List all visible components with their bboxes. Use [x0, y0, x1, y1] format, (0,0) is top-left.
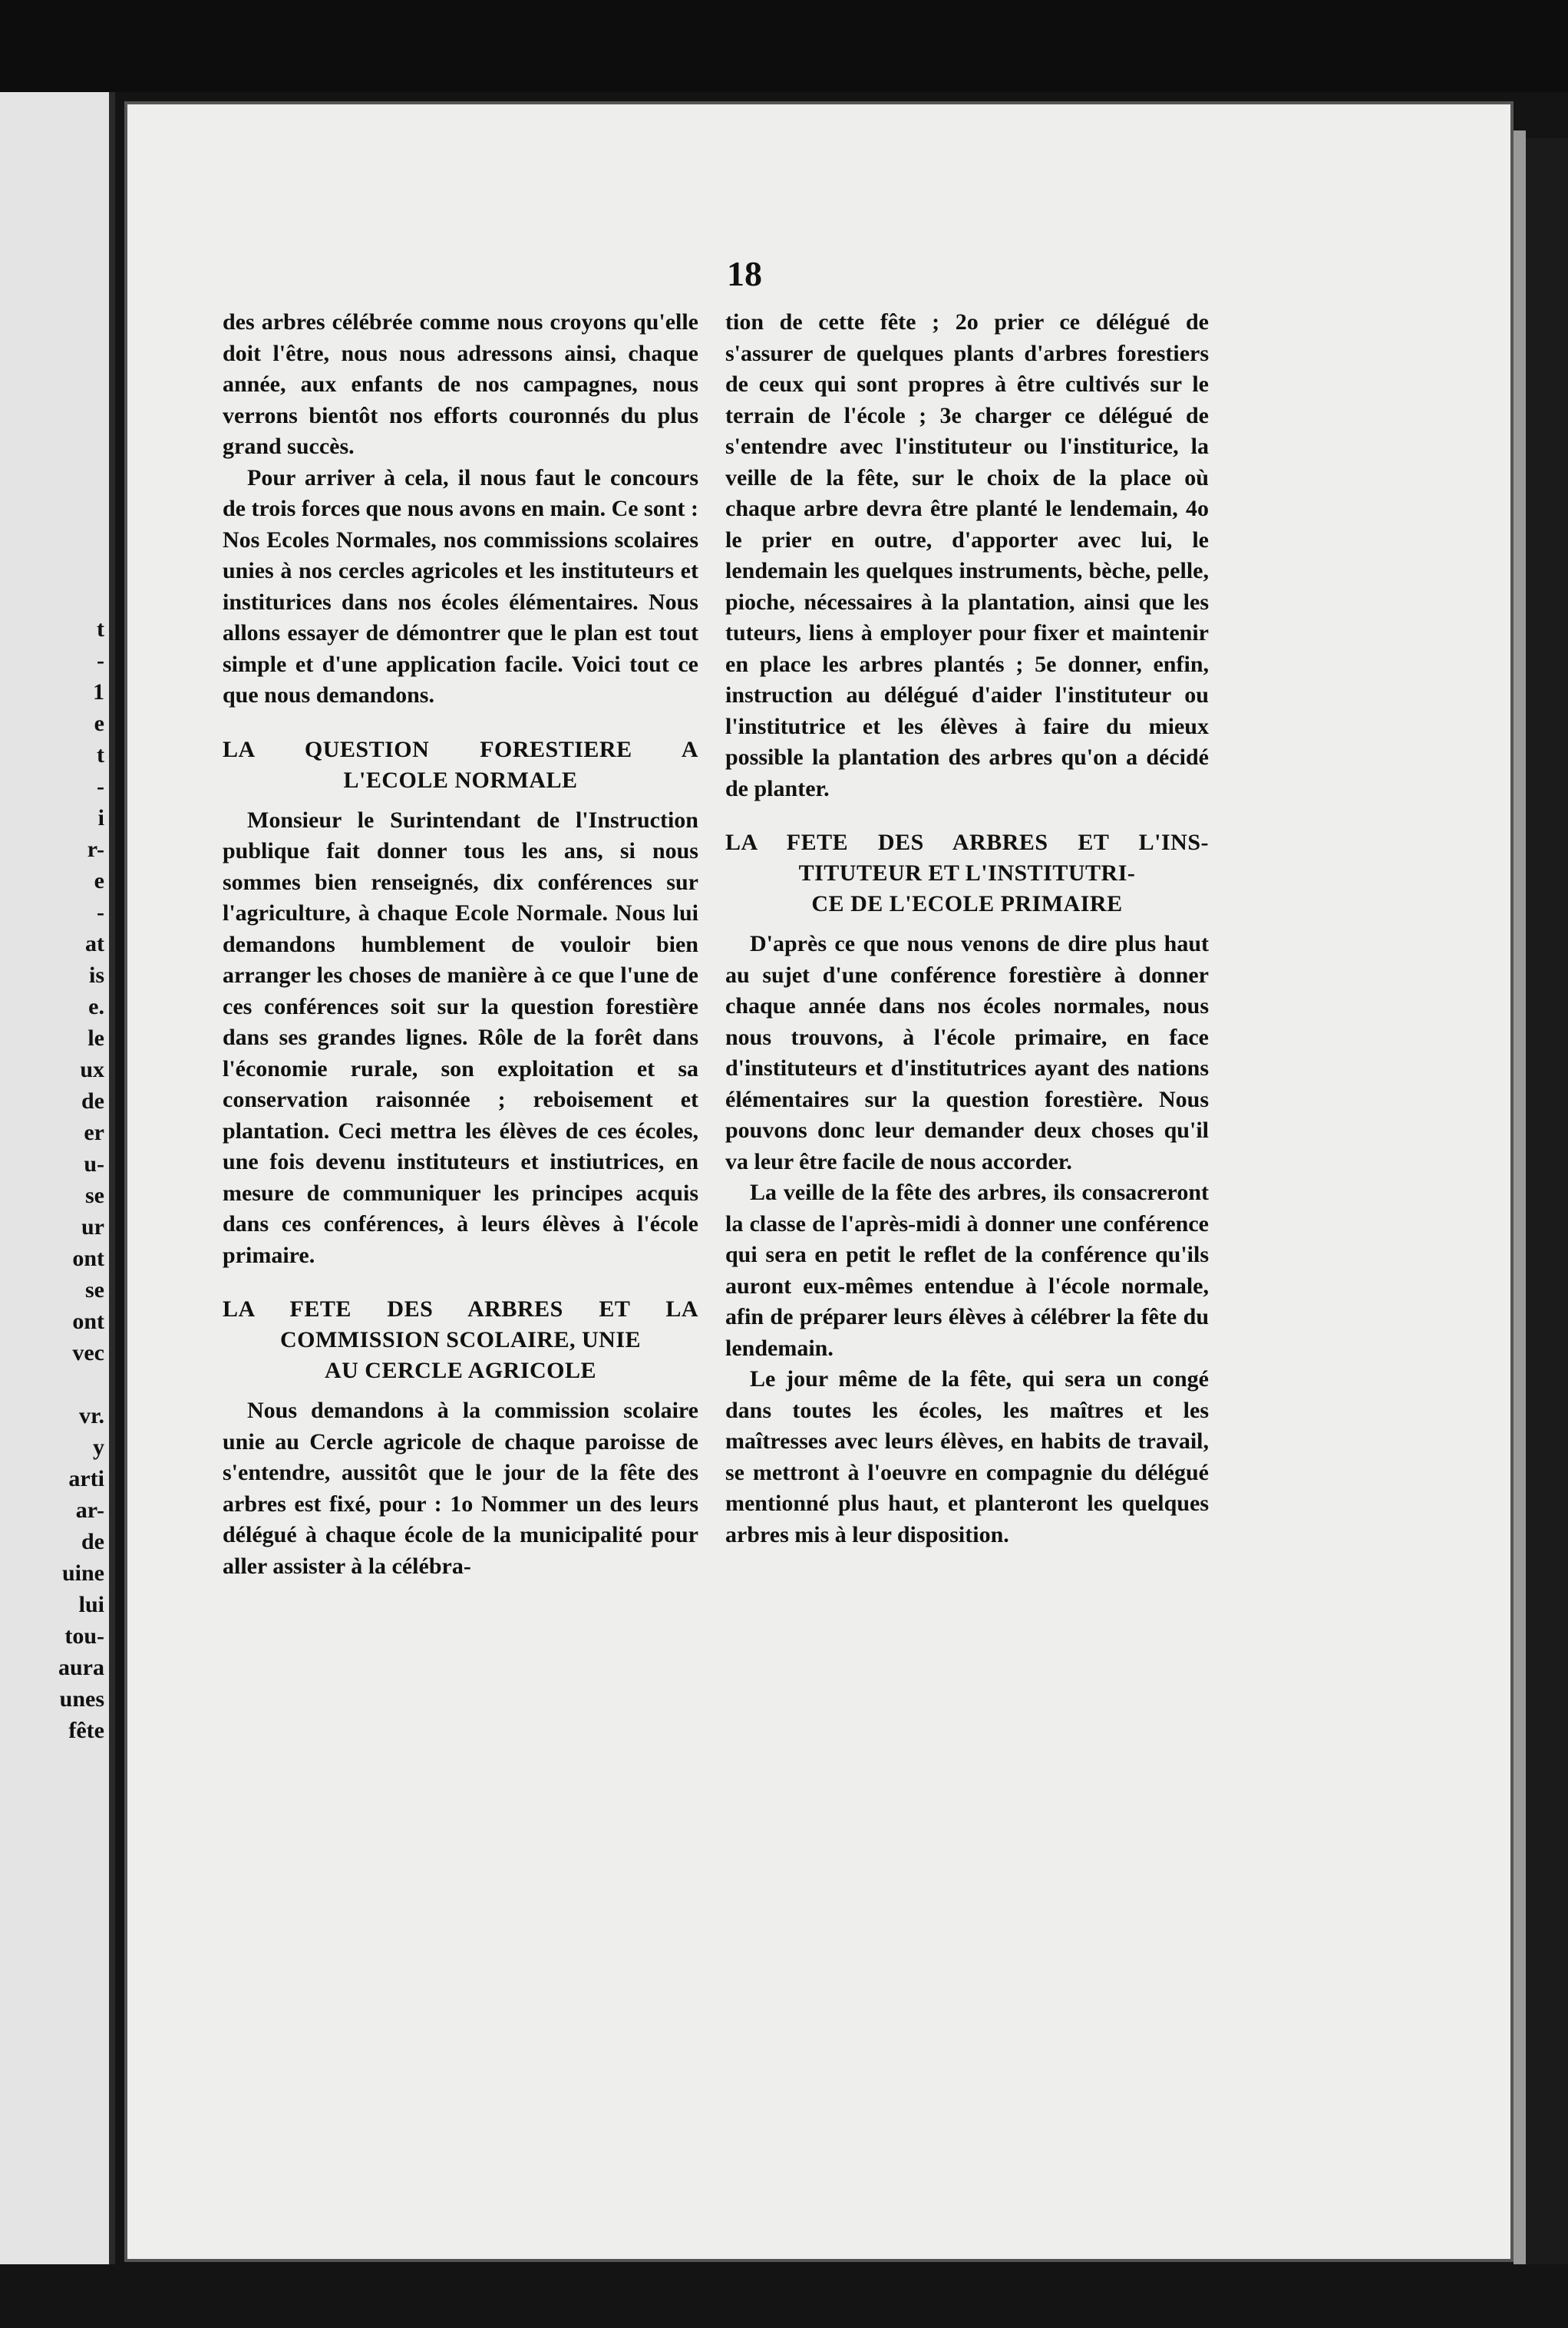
left-page-fragment: vec [72, 1340, 104, 1365]
paragraph: Pour arriver à cela, il nous faut le concours de trois forces que nous avons en main. Ce sont : Nos Ecoles Normales, nos commissions scolaires unies à nos cercles agricoles et les instituteurs et institurices dans nos écoles élémentaires. Nous allons essayer de démontrer que le plan est tout simple et d'une application facile. Voici tout ce que nous demandons. [223, 464, 698, 708]
left-page-fragment: unes [59, 1686, 104, 1712]
left-page-fragment: ur [81, 1214, 104, 1240]
scanner-background-right [1526, 138, 1568, 2264]
text-column-left [223, 307, 698, 1582]
left-page-fragment: se [85, 1183, 104, 1208]
left-page-fragment: lui [78, 1592, 104, 1617]
paragraph: des arbres célébrée comme nous croyons qu'elle doit l'être, nous nous adressons ainsi, chaque année, aux enfants de nos campagnes, nous verrons bientôt nos efforts couronnés du plus grand succès. [223, 309, 698, 459]
left-page-fragment: ux [80, 1057, 104, 1082]
left-page-fragment: ar- [75, 1498, 104, 1523]
left-page-fragment: er [84, 1120, 104, 1145]
left-page-fragment: r- [87, 837, 104, 862]
section-heading [223, 735, 698, 796]
left-page-fragment: aura [58, 1655, 104, 1680]
left-page-fragment: y [93, 1435, 104, 1460]
section-heading [223, 1294, 698, 1386]
left-page-fragment: arti [68, 1466, 104, 1491]
left-page-fragment: uine [61, 1560, 104, 1586]
heading-line: AU CERCLE AGRICOLE [324, 1358, 597, 1383]
heading-line: CE DE L'ECOLE PRIMAIRE [811, 891, 1123, 916]
left-page-fragment: u- [84, 1151, 104, 1177]
paragraph: Le jour même de la fête, qui sera un congé dans toutes les écoles, les maîtres et les maîtresses avec leurs élèves, en habits de travail, se mettront à l'oeuvre en compagnie du délégué mentionné plus haut, et planteront les quelques arbres mis à leur disposition. [725, 1366, 1209, 1547]
left-page-fragment: e [94, 711, 104, 736]
left-page-fragment: - [97, 774, 104, 799]
page-right-edge [1514, 130, 1526, 2264]
left-page-fragment: ont [72, 1309, 104, 1334]
paragraph: Monsieur le Surintendant de l'Instruction publique fait donner tous les ans, si nous sommes bien renseignés, dix conférences sur l'agriculture, à chaque Ecole Normale. Nous lui demandons humblement de vouloir bien arranger les choses de manière à ce que l'une de ces conférences soit sur la question forestière dans ses grandes lignes. Rôle de la forêt dans l'économie rurale, son exploitation et sa conservation raisonnée ; reboisement et plantation. Ceci mettra les élèves de ces écoles, une fois devenu instituteurs et instiutrices, en mesure de communiquer les principes acquis dans ces conférences, à leurs élèves à l'école primaire. [223, 807, 698, 1268]
left-page-edge [0, 92, 115, 2264]
left-page-fragment: se [85, 1277, 104, 1303]
heading-line: LA FETE DES ARBRES ET L'INS- [725, 830, 1209, 855]
left-page-fragment: at [85, 931, 104, 956]
heading-line: COMMISSION SCOLAIRE, UNIE [279, 1327, 642, 1352]
section-heading [725, 827, 1209, 920]
heading-line: LA QUESTION FORESTIERE A [223, 736, 698, 762]
left-page-fragment: - [97, 648, 104, 673]
left-page-fragment: e [94, 868, 104, 893]
left-page-fragment: is [88, 963, 104, 988]
left-page-fragment: de [81, 1088, 104, 1114]
left-page-fragment: le [87, 1025, 104, 1051]
left-page-fragment: - [97, 900, 104, 925]
heading-line: LA FETE DES ARBRES ET LA [223, 1296, 698, 1322]
scanner-background [0, 0, 1568, 92]
heading-line: L'ECOLE NORMALE [343, 767, 578, 793]
left-page-fragment: vr. [78, 1403, 104, 1428]
paragraph: Nous demandons à la commission scolaire unie au Cercle agricole de chaque paroisse de s'entendre, aussitôt que le jour de la fête des arbres est fixé, pour : 1o Nommer un des leurs délégué à chaque école de la municipalité pour aller assister à la célébra- [223, 1398, 698, 1579]
heading-line: TITUTEUR ET L'INSTITUTRI- [798, 860, 1136, 886]
left-page-fragment: 1 [93, 679, 104, 705]
left-page-fragment: fête [68, 1718, 104, 1743]
left-page-fragment: de [81, 1529, 104, 1554]
left-page-fragment: e. [88, 994, 104, 1019]
left-page-fragment: t [97, 616, 104, 642]
left-page-fragment: t [97, 742, 104, 768]
paragraph: tion de cette fête ; 2o prier ce délégué de s'assurer de quelques plants d'arbres forestiers de ceux qui sont propres à être cultivés sur le terrain de l'école ; 3e charger ce délégué de s'entendre avec l'instituteur ou l'institurice, la veille de la fête, sur le choix de la place où chaque arbre devra être planté le lendemain, 4o le prier en outre, d'apporter avec lui, le lendemain les quelques instruments, bèche, pelle, pioche, nécessaires à la plantation, ainsi que les tuteurs, liens à employer pour fixer et maintenir en place les arbres plantés ; 5e donner, enfin, instruction au délégué d'aider l'instituteur ou l'institutrice et les élèves à faire du mieux possible la plantation des arbres qu'on a décidé de planter. [725, 309, 1209, 801]
left-page-fragment: i [97, 805, 104, 830]
left-page-fragment: ont [72, 1246, 104, 1271]
left-page-fragment: tou- [64, 1623, 104, 1649]
page-gutter [109, 92, 115, 2264]
page-number: 18 [727, 254, 762, 293]
text-column-right [725, 307, 1209, 1550]
paragraph: D'après ce que nous venons de dire plus haut au sujet d'une conférence forestière à donner chaque année dans nos écoles normales, nous nous trouvons, à l'école primaire, en face d'instituteurs et d'institutrices ayant des nations élémentaires sur la question forestière. Nous pouvons donc leur demander deux choses qu'il va leur être facile de nous accorder. [725, 931, 1209, 1174]
paragraph: La veille de la fête des arbres, ils consacreront la classe de l'après-midi à donner une conférence qui sera en petit le reflet de la conférence qu'ils auront eux-mêmes entendue à l'école normale, afin de préparer leurs élèves à célébrer la fête du lendemain. [725, 1180, 1209, 1361]
